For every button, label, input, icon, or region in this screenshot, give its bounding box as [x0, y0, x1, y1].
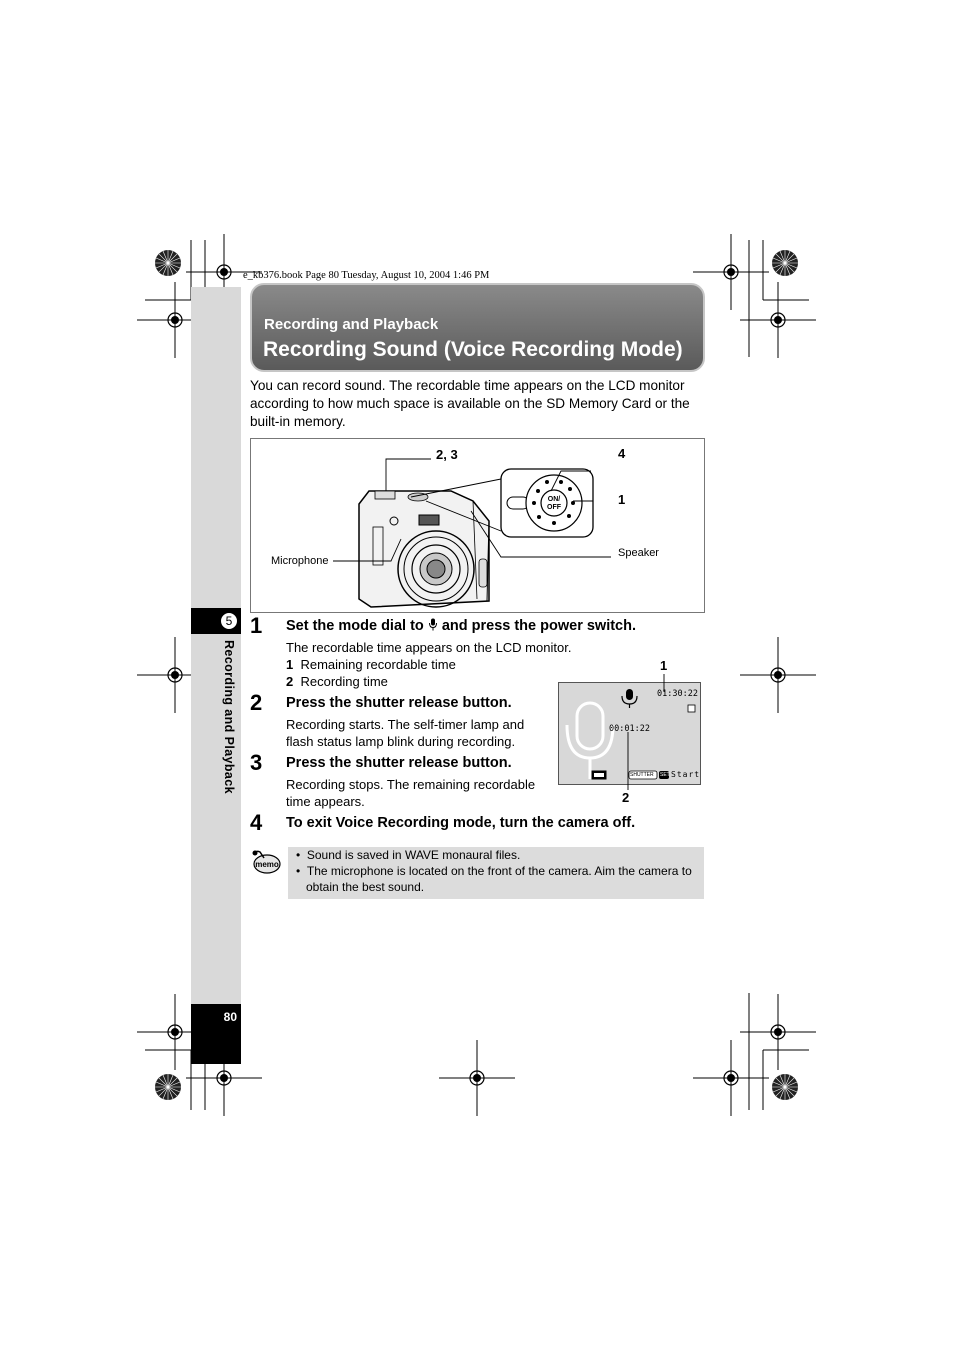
speaker-label: Speaker	[618, 547, 659, 559]
page-number: 80	[223, 1010, 237, 1024]
shutter-label: SHUTTER	[630, 772, 654, 778]
sidebar-label: Recording and Playback	[222, 640, 236, 794]
callout-4: 4	[618, 446, 626, 461]
chapter-number: 5	[220, 612, 238, 630]
page-title: Recording Sound (Voice Recording Mode)	[263, 338, 683, 361]
remaining-time: 01:30:22	[657, 689, 698, 699]
step-3-title: Press the shutter release button.	[286, 755, 512, 771]
step-2-number: 2	[250, 690, 263, 715]
svg-text:OFF: OFF	[547, 504, 561, 511]
microphone-icon	[428, 618, 438, 631]
microphone-label: Microphone	[271, 555, 329, 567]
memo-box	[288, 847, 704, 899]
print-info: e_kb376.book Page 80 Tuesday, August 10, 2004 1:46 PM	[243, 270, 490, 281]
lcd-callout-2: 2	[622, 790, 630, 805]
svg-text:ON/: ON/	[547, 496, 561, 503]
step-3-number: 3	[250, 750, 263, 775]
step-4-number: 4	[250, 810, 263, 835]
start-label: Start	[671, 770, 701, 779]
intro-text: You can record sound. The recordable time appears on the LCD monitor according to how much space is available on the SD Memory Card or the built-in memory.	[250, 378, 690, 429]
recording-time: 00:01:22	[609, 724, 650, 734]
step-1-item-1: 1 Remaining recordable time	[286, 657, 456, 672]
lcd-monitor	[558, 682, 701, 785]
step-1-number: 1	[250, 613, 263, 638]
callout-1: 1	[618, 492, 626, 507]
memo-icon-label: memo	[255, 860, 279, 869]
step-1-item-2: 2 Recording time	[286, 674, 388, 689]
step-1-title: Set the mode dial to and press the power switch.	[286, 618, 637, 634]
memo-item-1: • Sound is saved in WAVE monaural files.	[296, 848, 521, 862]
section-title: Recording and Playback	[264, 316, 439, 333]
step-1-text: The recordable time appears on the LCD monitor.	[286, 640, 572, 655]
memo-item-2: • The microphone is located on the front of the camera. Aim the camera to obtain the best sound.	[296, 864, 692, 894]
step-4-title: To exit Voice Recording mode, turn the camera off.	[286, 815, 636, 831]
lcd-callout-1: 1	[660, 658, 668, 673]
step-2-text: Recording starts. The self-timer lamp and flash status lamp blink during recording.	[286, 717, 525, 749]
step-2-title: Press the shutter release button.	[286, 695, 512, 711]
camera-illustration	[251, 439, 706, 614]
memo-icon	[250, 848, 282, 876]
set-label: SET	[660, 772, 670, 778]
step-3-text: Recording stops. The remaining recordable time appears.	[286, 777, 536, 809]
camera-figure	[250, 438, 705, 613]
callout-2-3: 2, 3	[436, 447, 458, 462]
